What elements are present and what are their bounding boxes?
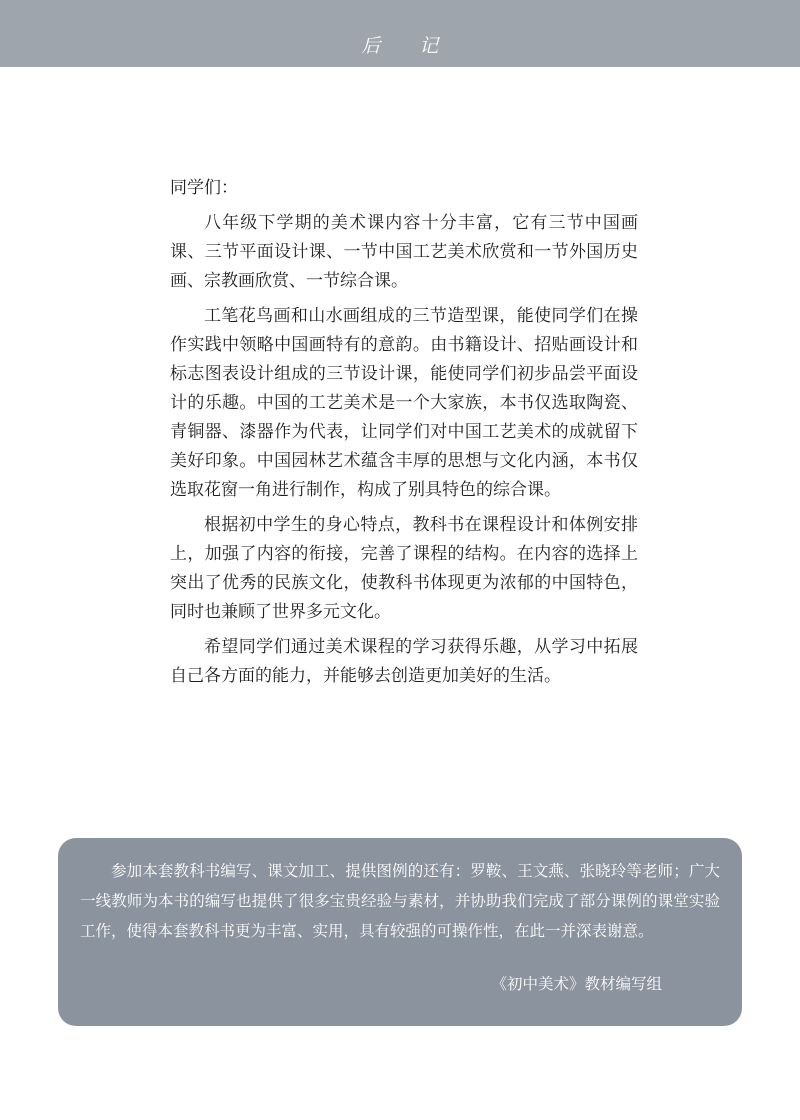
page-title: 后 记 <box>361 35 439 57</box>
main-body <box>170 174 638 691</box>
greeting: 同学们： <box>170 178 238 198</box>
paragraph-1: 八年级下学期的美术课内容十分丰富，它有三节中国画课、三节平面设计课、一节中国工艺美术欣赏和一节外国历史画、宗教画欣赏、一节综合课。 <box>170 213 638 291</box>
paragraph-2: 工笔花鸟画和山水画组成的三节造型课，能使同学们在操作实践中领略中国画特有的意韵。由书籍设计、招贴画设计和标志图表设计组成的三节设计课，能使同学们初步品尝平面设计的乐趣。中国的工艺美术是一个大家族，本书仅选取陶瓷、青铜器、漆器作为代表，让同学们对中国工艺美术的成就留下美好印象。中国园林艺术蕴含丰厚的思想与文化内涵，本书仅选取花窗一角进行制作，构成了别具特色的综合课。 <box>170 306 638 500</box>
acknowledgement-box <box>58 838 742 1026</box>
paragraph-4: 希望同学们通过美术课程的学习获得乐趣，从学习中拓展自己各方面的能力，并能够去创造更加美好的生活。 <box>170 637 638 686</box>
paragraph-3: 根据初中学生的身心特点，教科书在课程设计和体例安排上，加强了内容的衔接，完善了课程的结构。在内容的选择上突出了优秀的民族文化，使教科书体现更为浓郁的中国特色，同时也兼顾了世界多元文化。 <box>170 515 638 622</box>
acknowledgement-text: 参加本套教科书编写、课文加工、提供图例的还有：罗鞍、王文燕、张晓玲等老师；广大一线教师为本书的编写也提供了很多宝贵经验与素材，并协助我们完成了部分课例的课堂实验工作，使得本套教科书更为丰富、实用，具有较强的可操作性，在此一并深表谢意。 <box>80 862 720 940</box>
signature: 《初中美术》教材编写组 <box>491 975 662 993</box>
